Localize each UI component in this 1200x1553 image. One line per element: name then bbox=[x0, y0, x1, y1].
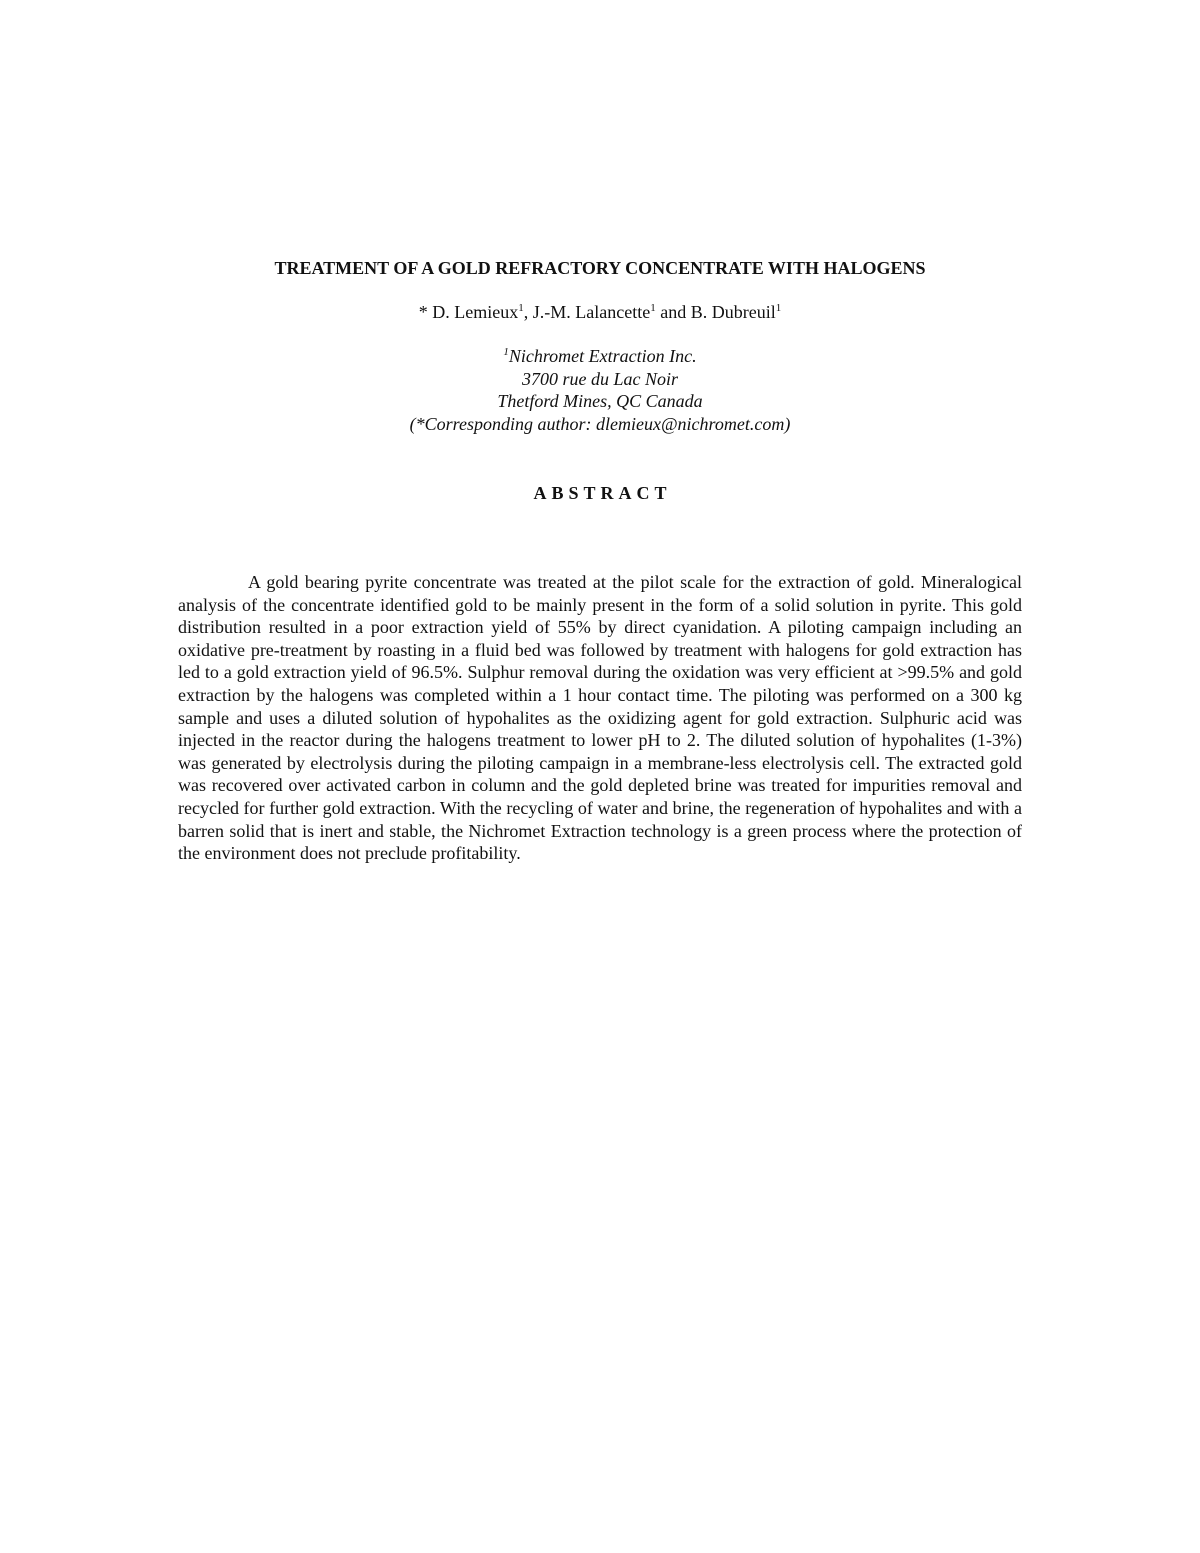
author-separator: and bbox=[655, 302, 691, 322]
author-line bbox=[0, 301, 1200, 323]
author-prefix: * bbox=[418, 302, 433, 322]
corresponding-author: (*Corresponding author: dlemieux@nichromet.com) bbox=[409, 413, 791, 434]
abstract-heading: ABSTRACT bbox=[533, 483, 672, 503]
author-name: D. Lemieux bbox=[432, 302, 519, 322]
paper-title: TREATMENT OF A GOLD REFRACTORY CONCENTRATE WITH HALOGENS bbox=[274, 258, 926, 278]
affiliation-name-line bbox=[0, 345, 1200, 368]
affiliation-city: Thetford Mines, QC Canada bbox=[497, 391, 703, 411]
author-affiliation-marker: 1 bbox=[650, 302, 656, 314]
author-name: J.-M. Lalancette bbox=[532, 302, 651, 322]
affiliation-name: Nichromet Extraction Inc. bbox=[508, 346, 697, 366]
author-affiliation-marker: 1 bbox=[518, 302, 524, 314]
abstract-body: A gold bearing pyrite concentrate was treated at the pilot scale for the extraction of gold. Mineralogical analysis of the concentrate identified gold to be mainly present in the form of a solid solution in pyrite. This gold distribution resulted in a poor extraction yield of 55% by direct cyanidation. A piloting campaign including an oxidative pre-treatment by roasting in a fluid bed was followed by treatment with halogens for gold extraction has led to a gold extraction yield of 96.5%. Sulphur removal during the oxidation was very efficient at >99.5% and gold extraction by the halogens was completed within a 1 hour contact time. The piloting was performed on a 300 kg sample and uses a diluted solution of hypohalites as the oxidizing agent for gold extraction. Sulphuric acid was injected in the reactor during the halogens treatment to lower pH to 2. The diluted solution of hypohalites (1-3%) was generated by electrolysis during the piloting campaign in a membrane-less electrolysis cell. The extracted gold was recovered over activated carbon in column and the gold depleted brine was treated for impurities removal and recycled for further gold extraction. With the recycling of water and brine, the regeneration of hypohalites and with a barren solid that is inert and stable, the Nichromet Extraction technology is a green process where the protection of the environment does not preclude profitability. bbox=[178, 572, 1022, 864]
affiliation-block bbox=[0, 345, 1200, 435]
affiliation-street: 3700 rue du Lac Noir bbox=[521, 368, 678, 389]
author-name: B. Dubreuil bbox=[690, 302, 776, 322]
affiliation-marker: 1 bbox=[503, 346, 509, 358]
author-separator: , bbox=[523, 302, 533, 322]
author-affiliation-marker: 1 bbox=[775, 302, 782, 314]
